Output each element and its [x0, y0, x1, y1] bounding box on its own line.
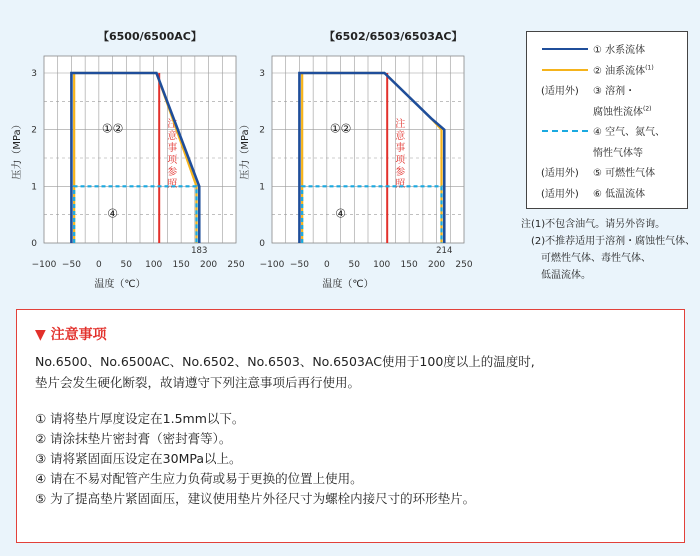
y-tick-label: 2 — [31, 125, 37, 136]
caution-label-char: 照 — [167, 178, 178, 190]
y-tick-label: 0 — [31, 239, 37, 249]
chart-1-title: 【6500/6500AC】 — [98, 30, 202, 43]
x-tick-label: 100 — [145, 260, 163, 270]
legend-exclusion-tag: (适用外) — [541, 168, 579, 179]
note-line: 可燃性气体、毒性气体、 — [521, 253, 651, 264]
legend-swatch — [542, 69, 588, 71]
legend-label: ⑤ 可燃性气体 — [593, 168, 656, 179]
caution-label-char: 参 — [167, 166, 178, 178]
caution-label-char: 照 — [395, 178, 406, 190]
x-tick-label: 50 — [348, 260, 361, 270]
y-tick-label: 1 — [259, 182, 265, 193]
legend-label: 惰性气体等 — [593, 147, 643, 159]
caution-item: ① 请将垫片厚度设定在1.5mm以下。 — [35, 411, 245, 426]
y-axis-label: 压力（MPa） — [240, 119, 251, 180]
y-tick-label: 0 — [259, 239, 265, 249]
x-tick-label: 100 — [373, 260, 391, 270]
legend-footnote-mark: (2) — [643, 105, 652, 113]
region-label: ①② — [329, 121, 352, 136]
y-tick-label: 3 — [31, 69, 37, 79]
caution-label-char: 项 — [167, 154, 178, 166]
note-line: 注(1)不包含油气。请另外咨询。 — [521, 219, 666, 230]
x-tick-label: 0 — [95, 260, 102, 270]
region-label: ①② — [101, 121, 124, 136]
legend-swatch — [542, 130, 588, 132]
y-tick-label: 1 — [31, 182, 37, 193]
caution-panel — [16, 309, 685, 543]
y-tick-label: 2 — [259, 125, 265, 136]
x-tick-label: 150 — [172, 260, 190, 270]
end-temperature-label: 183 — [191, 246, 208, 256]
x-axis-label: 温度（℃） — [322, 279, 374, 290]
legend-exclusion-tag: (适用外) — [541, 86, 579, 97]
caution-label-char: 注 — [167, 118, 178, 130]
x-tick-label: −100 — [31, 260, 57, 270]
x-tick-label: −50 — [61, 260, 81, 270]
notes — [521, 216, 695, 284]
legend-label: ② 油系流体$^{(1)}$ — [593, 64, 654, 77]
legend-label: ④ 空气、氮气、 — [593, 127, 666, 138]
caution-label-char: 事 — [395, 142, 406, 154]
caution-intro-line: 垫片会发生硬化断裂，故请遵守下列注意事项后再行使用。 — [35, 375, 361, 390]
y-tick-label: 3 — [259, 69, 265, 79]
note-line: (2)不推荐适用于溶剂・腐蚀性气体、 — [521, 236, 696, 247]
x-tick-label: −50 — [289, 260, 309, 270]
caution-label-char: 参 — [395, 166, 406, 178]
x-tick-label: 200 — [199, 260, 218, 270]
caution-item: ④ 请在不易对配管产生应力负荷或易于更换的位置上使用。 — [35, 471, 363, 486]
legend-label: ⑥ 低温流体 — [593, 188, 646, 200]
caution-item: ⑤ 为了提高垫片紧固面压，建议使用垫片外径尺寸为螺栓内接尺寸的环形垫片。 — [35, 491, 476, 506]
legend-exclusion-tag: (适用外) — [541, 188, 579, 200]
x-tick-label: 50 — [120, 260, 133, 270]
caution-label-char: 项 — [395, 154, 406, 166]
caution-label-char: 注 — [395, 118, 406, 130]
legend — [526, 31, 688, 209]
caution-item: ② 请涂抹垫片密封膏（密封膏等）。 — [35, 431, 232, 446]
chart-2-title: 【6502/6503/6503AC】 — [324, 30, 463, 43]
caution-intro-line: No.6500、No.6500AC、No.6502、No.6503、No.6503AC使用于100度以上的温度时, — [35, 354, 535, 369]
x-tick-label: 150 — [400, 260, 418, 270]
region-label: ④ — [335, 206, 346, 221]
end-temperature-label: 214 — [436, 246, 453, 256]
caution-label-char: 意 — [395, 130, 406, 142]
legend-footnote-mark: (1) — [645, 64, 654, 72]
legend-label: 腐蚀性流体$^{(2)}$ — [593, 105, 652, 118]
x-tick-label: 0 — [323, 260, 330, 270]
x-tick-label: −100 — [259, 260, 285, 270]
caution-item: ③ 请将紧固面压设定在30MPa以上。 — [35, 451, 242, 466]
x-tick-label: 250 — [227, 260, 245, 270]
region-label: ④ — [107, 206, 118, 221]
caution-label-char: 意 — [167, 130, 178, 142]
note-line: 低温流体。 — [521, 270, 591, 281]
x-axis-label: 温度（℃） — [94, 279, 146, 290]
x-tick-label: 200 — [427, 260, 446, 270]
caution-title: ▼ 注意事项 — [35, 327, 107, 343]
y-axis-label: 压力（MPa） — [12, 119, 23, 180]
caution-label-char: 事 — [167, 142, 178, 154]
x-tick-label: 250 — [455, 260, 473, 270]
legend-label: ① 水系流体 — [593, 45, 646, 56]
legend-label: ③ 溶剂・ — [593, 86, 636, 97]
legend-swatch — [542, 48, 588, 50]
